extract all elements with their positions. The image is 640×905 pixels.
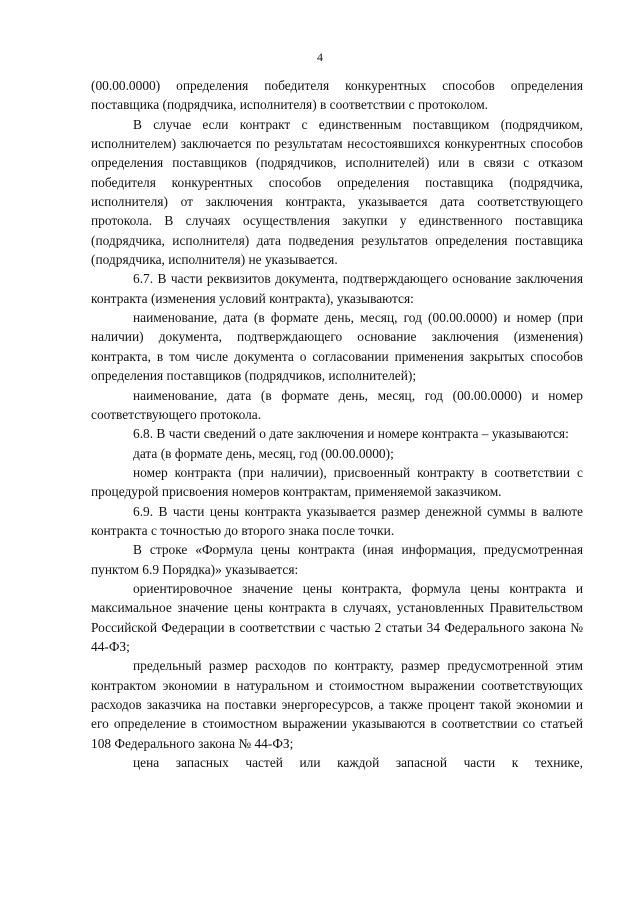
paragraph: 6.9. В части цены контракта указывается размер денежной суммы в валюте контракта с точностью до второго знака после точки. [91, 503, 583, 538]
paragraph: В случае если контракт с единственным поставщиком (подрядчиком, исполнителем) заключается по результатам несостоявшихся конкурентных способов определения поставщиков (подрядчиков, исполнителей) или в связи с отказом победителя конкурентных способов определения поставщика (подрядчика, исполнителя) от заключения контракта, указывается дата соответствующего протокола. В случаях осуществления закупки у единственного поставщика (подрядчика, исполнителя) дата подведения результатов определения поставщика (подрядчика, исполнителя) не указывается. [91, 116, 583, 268]
paragraph: 6.8. В части сведений о дате заключения и номере контракта – указываются: [133, 426, 569, 442]
paragraph: дата (в формате день, месяц, год (00.00.0000); [133, 445, 394, 461]
paragraph: номер контракта (при наличии), присвоенный контракту в соответствии с процедурой присвоения номеров контрактам, применяемой заказчиком. [91, 464, 583, 500]
paragraph: В строке «Формула цены контракта (иная информация, предусмотренная пунктом 6.9 Порядка)» указывается: [91, 542, 583, 577]
page-number: 4 [317, 50, 323, 64]
paragraph: наименование, дата (в формате день, месяц, год (00.00.0000) и номер (при наличии) документа, подтверждающего основание заключения (изменения) контракта, в том числе документа о согласовании применения закрытых способов определения поставщиков (подрядчиков, исполнителей); [91, 310, 583, 384]
paragraph: предельный размер расходов по контракту, размер предусмотренной этим контрактом экономии в натуральном и стоимостном выражении соответствующих расходов заказчика на поставки энергоресурсов, а также процент такой экономии и его определение в стоимостном выражении указываются в соответствии со статьей 108 Федерального закона № 44-ФЗ; [91, 658, 583, 751]
paragraph: ориентировочное значение цены контракта, формула цены контракта и максимальное значение цены контракта в случаях, установленных Правительством Российской Федерации в соответствии с частью 2 статьи 34 Федерального закона № 44-ФЗ; [91, 580, 583, 654]
document-body [91, 76, 583, 772]
paragraph: (00.00.0000) определения победителя конкурентных способов определения поставщика (подрядчика, исполнителя) в соответствии с протоколом. [91, 78, 583, 113]
paragraph: 6.7. В части реквизитов документа, подтверждающего основание заключения контракта (изменения условий контракта), указываются: [91, 271, 583, 306]
paragraph: цена запасных частей или каждой запасной части к технике, [133, 755, 583, 771]
paragraph: наименование, дата (в формате день, месяц, год (00.00.0000) и номер соответствующего протокола. [91, 387, 583, 422]
